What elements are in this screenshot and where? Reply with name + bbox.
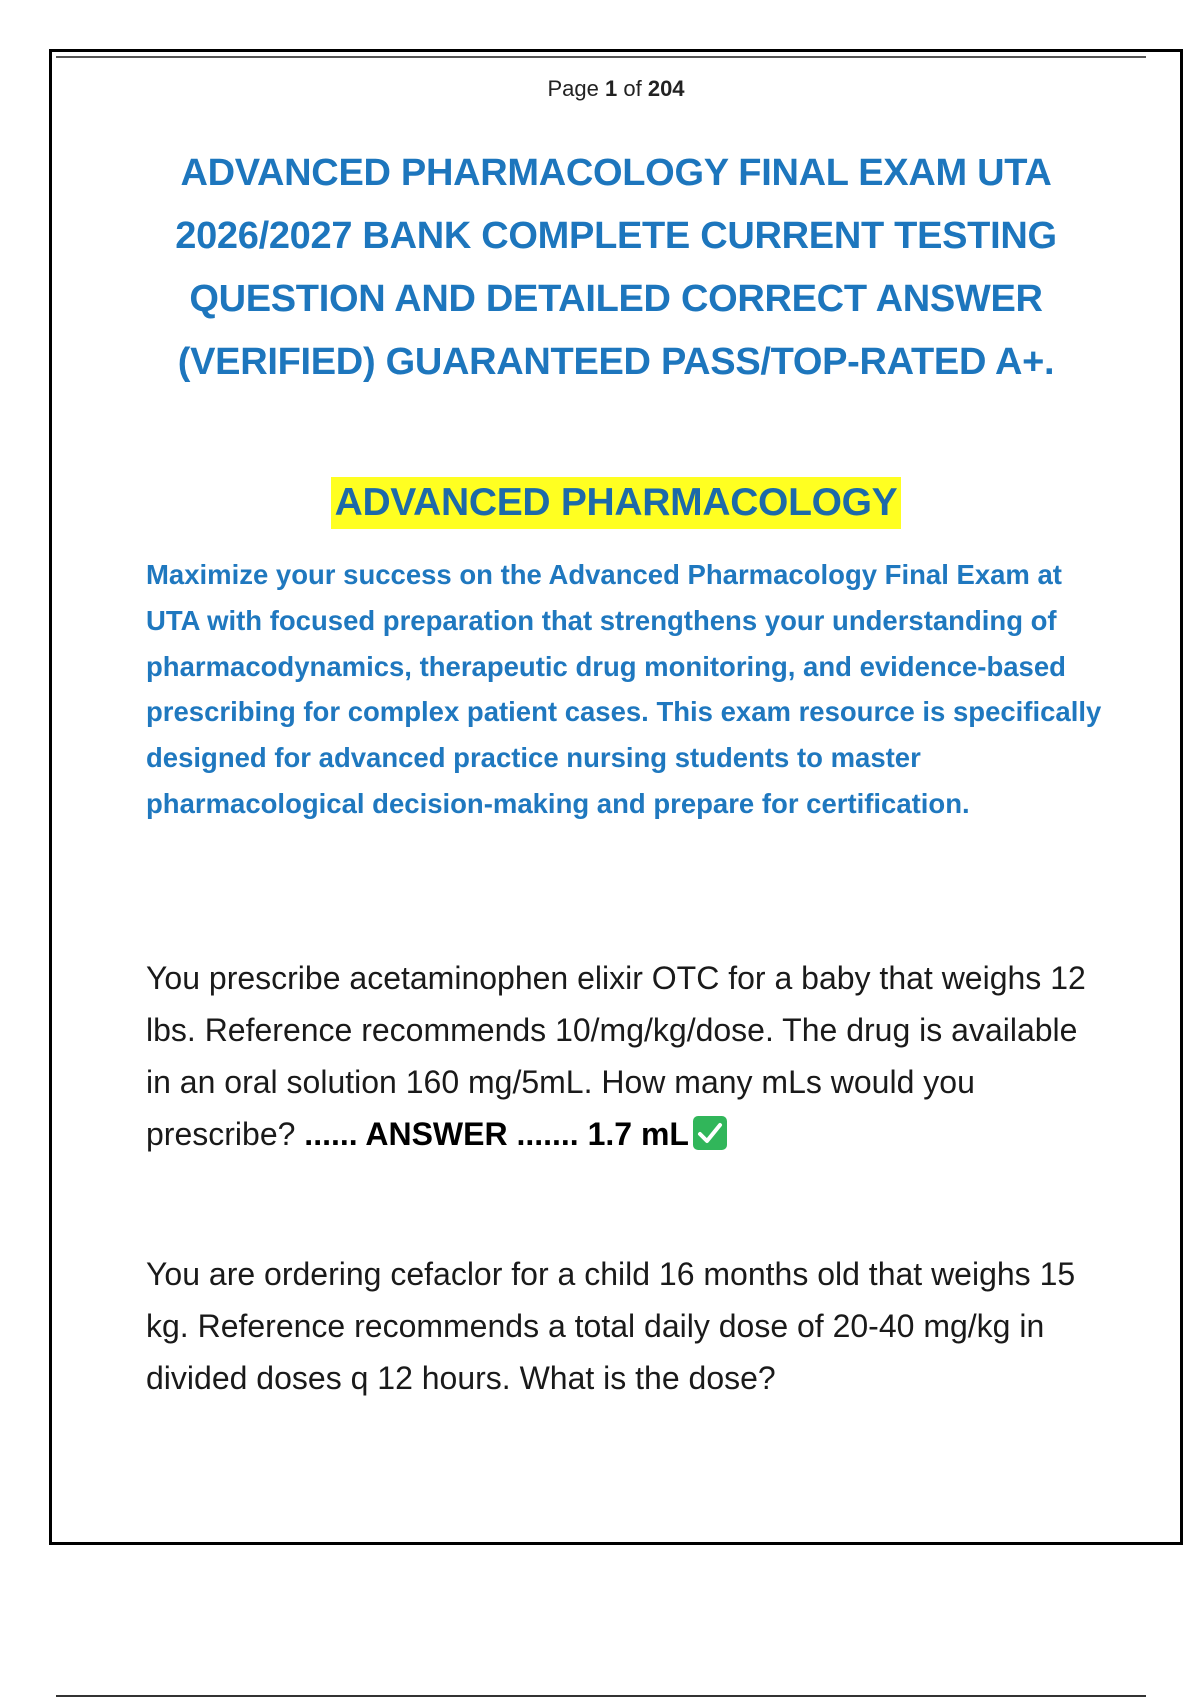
answer-marker: ...... ANSWER ....... — [304, 1116, 579, 1152]
page-separator: of — [623, 76, 642, 101]
page-label: Page — [547, 76, 599, 101]
bottom-rule — [56, 1695, 1146, 1697]
question-2-text: You are ordering cefaclor for a child 16 months old that weighs 15 kg. Reference recommends a total daily dose of 20-40 mg/kg in divided doses q 12 hours. What is the dose? — [146, 1256, 1076, 1396]
intro-paragraph: Maximize your success on the Advanced Pharmacology Final Exam at UTA with focused preparation that strengthens your understanding of pharmacodynamics, therapeutic drug monitoring, and evidence-based prescribing for complex patient cases. This exam resource is specifically designed for advanced practice nursing students to master pharmacological decision-making and prepare for certification. — [146, 559, 1102, 819]
total-pages: 204 — [647, 76, 685, 101]
question-1-text: You prescribe acetaminophen elixir OTC for a baby that weighs 12 lbs. Reference recommends 10/mg/kg/dose. The drug is available in an oral solution 160 mg/5mL. How many mLs would you prescribe? — [146, 960, 1086, 1152]
question-1 — [146, 952, 1106, 1160]
page-number — [0, 76, 1200, 102]
highlight-heading-container — [0, 477, 1200, 529]
answer-value: 1.7 mL — [587, 1116, 689, 1152]
highlight-heading: ADVANCED PHARMACOLOGY — [331, 477, 902, 529]
check-mark-icon — [693, 1116, 727, 1150]
question-2 — [146, 1248, 1106, 1404]
current-page: 1 — [604, 76, 618, 101]
document-title: ADVANCED PHARMACOLOGY FINAL EXAM UTA 2026/2027 BANK COMPLETE CURRENT TESTING QUESTION AND DETAILED CORRECT ANSWER (VERIFIED) GUARANTEED PASS/TOP-RATED A+. — [175, 152, 1057, 383]
